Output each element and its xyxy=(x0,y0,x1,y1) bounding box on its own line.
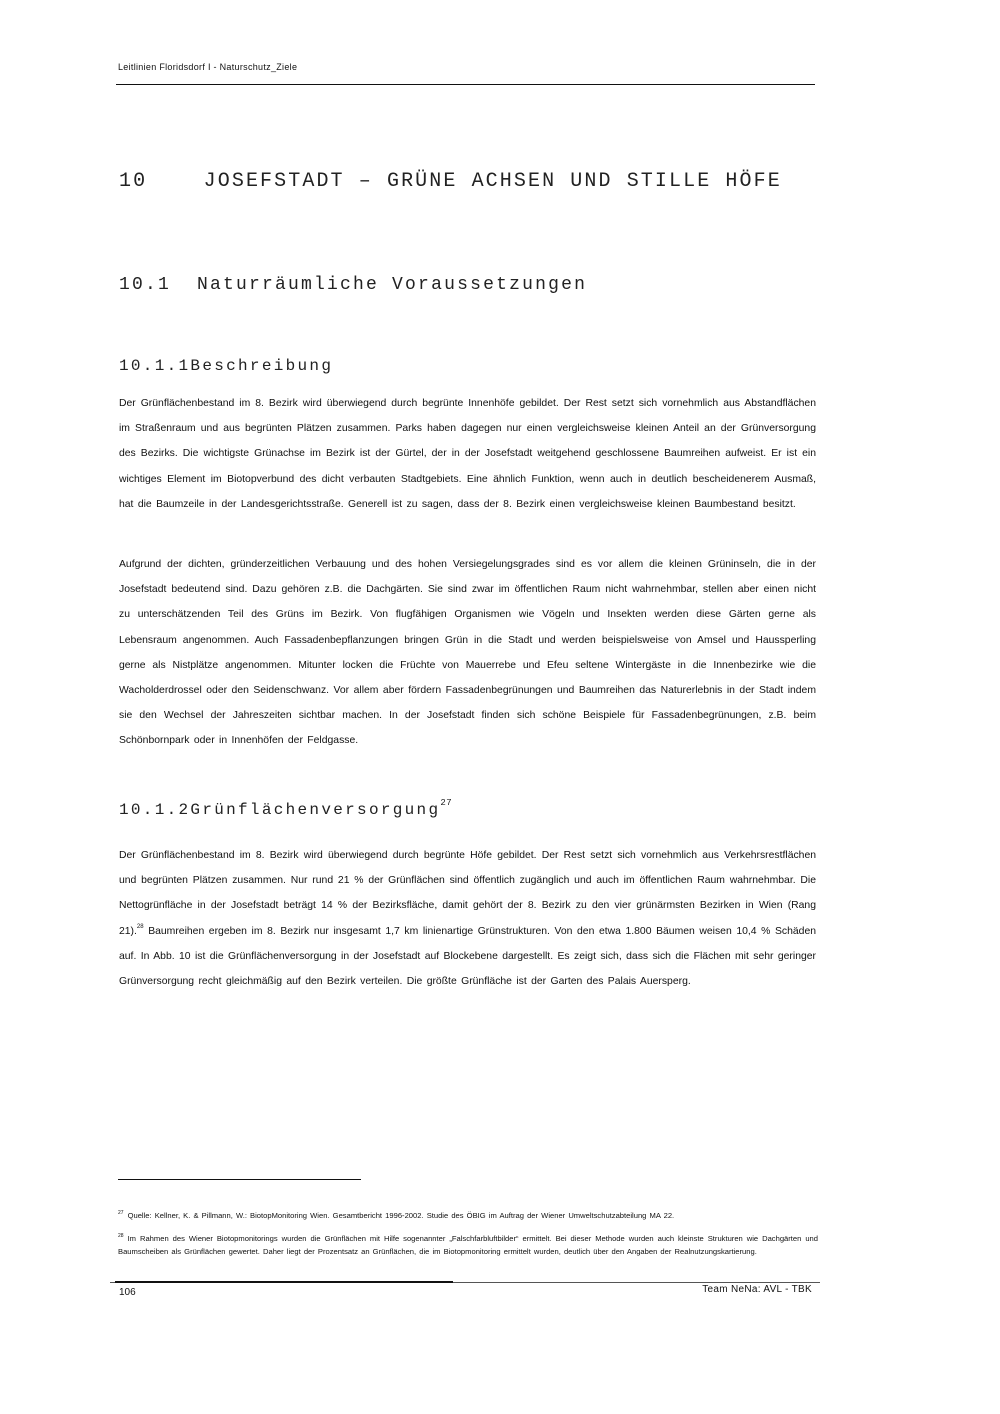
chapter-title: JOSEFSTADT – GRÜNE ACHSEN UND STILLE HÖFE xyxy=(203,170,782,193)
paragraph-text-part-1: Der Grünflächenbestand im 8. Bezirk wird überwiegend durch begrünte Höfe gebildet. Der Rest setzt sich vornehmlich aus Verkehrsrestflächen und begrünten Plätzen zusammen. Nur rund 21 % der Grünflächen sind öffentlich zugänglich und auch im öffentlichen Raum wahrnehmbar. Die Nettogrünfläche in der Josefstadt beträgt 14 % der Bezirksfläche, damit gehört der 8. Bezirk zu den vier grünärmsten Bezirken in Wien (Rang 21). xyxy=(119,850,816,937)
footnote-number: 27 xyxy=(118,1210,124,1216)
footnote-divider xyxy=(118,1179,361,1180)
footnote-27 xyxy=(118,1207,818,1222)
page-number: 106 xyxy=(119,1287,136,1298)
chapter-heading xyxy=(119,170,782,193)
section-number: 10.1 xyxy=(119,275,172,295)
footnote-text: Im Rahmen des Wiener Biotopmonitorings wurden die Grünflächen mit Hilfe sogenannter „Falschfarbluftbilder“ ermittelt. Bei dieser Methode wurden auch kleinste Strukturen wie Dachgärten und Baumscheiben als Grünflächen gewertet. Daher liegt der Prozentsatz an Grünflächen, die im Biotopmonitoring ermittelt wurden, deutlich über den Angaben der Realnutzungskartierung. xyxy=(118,1234,818,1257)
running-header: Leitlinien Floridsdorf I - Naturschutz_Ziele xyxy=(118,62,298,72)
footnote-number: 28 xyxy=(118,1233,124,1239)
chapter-number: 10 xyxy=(119,170,148,193)
footer-divider-accent xyxy=(115,1281,453,1283)
footnote-ref-28: 28 xyxy=(136,923,144,930)
section-title: Naturräumliche Voraussetzungen xyxy=(197,275,588,295)
subsection-heading-beschreibung xyxy=(119,357,333,375)
subsection-title: Beschreibung xyxy=(190,357,334,375)
paragraph-gruenflaechenversorgung xyxy=(119,843,816,994)
subsection-title: Grünflächenversorgung xyxy=(190,801,441,819)
section-heading xyxy=(119,275,587,295)
paragraph-beschreibung-2: Aufgrund der dichten, gründerzeitlichen Verbauung und des hohen Versiegelungsgrades sind es vor allem die kleinen Grüninseln, die in der Josefstadt bedeutend sind. Dazu gehören z.B. die Dachgärten. Sie sind zwar im öffentlichen Raum nicht wahrnehmbar, stellen aber einen nicht zu unterschätzenden Teil des Grüns im Bezirk. Von flugfähigen Organismen wie Vögeln und Insekten werden diese Gärten gerne als Lebensraum angenommen. Auch Fassadenbepflanzungen bringen Grün in die Stadt und werden beispielsweise von Amsel und Haussperling gerne als Nistplätze angenommen. Mitunter locken die Früchte von Mauerrebe und Efeu seltene Wintergäste in die Innenbezirke wie die Wacholderdrossel oder den Seidenschwanz. Vor allem aber fördern Fassadenbegrünungen und Baumreihen das Naturerlebnis in der Stadt indem sie den Wechsel der Jahreszeiten sichtbar machen. In der Josefstadt finden sich schöne Beispiele für Fassadenbegrünungen, z.B. beim Schönbornpark oder in Innenhöfen der Feldgasse. xyxy=(119,559,816,747)
paragraph-text-part-2: Baumreihen ergeben im 8. Bezirk nur insgesamt 1,7 km linienartige Grünstrukturen. Von den etwa 1.800 Bäumen weisen 10,4 % Schäden auf. In Abb. 10 ist die Grünflächenversorgung in der Josefstadt auf Blockebene dargestellt. Es zeigt sich, dass sich die Flächen mit sehr geringer Grünversorgung recht gleichmäßig auf den Bezirk verteilen. Die größte Grünfläche ist der Garten des Palais Auersperg. xyxy=(119,925,816,988)
paragraph-beschreibung-1: Der Grünflächenbestand im 8. Bezirk wird überwiegend durch begrünte Innenhöfe gebildet. Der Rest setzt sich vornehmlich aus Abstandflächen im Straßenraum und aus begrünten Plätzen zusammen. Parks haben dagegen nur einen vergleichsweise kleinen Anteil an der Grünversorgung des Bezirks. Die wichtigste Grünachse im Bezirk ist der Gürtel, der in der Josefstadt weitgehend geschlossene Baumreihen aufweist. Er ist ein wichtiges Element im Biotopverbund des dicht verbauten Stadtgebiets. Eine ähnlich Funktion, wenn auch in deutlich bescheidenerem Ausmaß, hat die Baumzeile in der Landesgerichtsstraße. Generell ist zu sagen, dass der 8. Bezirk einen vergleichsweise kleinen Baumbestand besitzt. xyxy=(119,398,816,510)
footer-team: Team NeNa: AVL - TBK xyxy=(702,1284,812,1295)
footnote-28 xyxy=(118,1230,818,1258)
subsection-heading-gruenflaechenversorgung xyxy=(119,798,452,819)
footnote-ref-27: 27 xyxy=(440,798,453,808)
header-divider xyxy=(116,84,815,85)
footnote-text: Quelle: Kellner, K. & Pillmann, W.: BiotopMonitoring Wien. Gesamtbericht 1996-2002. Studie des ÖBIG im Auftrag der Wiener Umweltschutzabteilung MA 22. xyxy=(127,1211,675,1220)
subsection-number: 10.1.1 xyxy=(119,357,191,375)
subsection-number: 10.1.2 xyxy=(119,801,191,819)
